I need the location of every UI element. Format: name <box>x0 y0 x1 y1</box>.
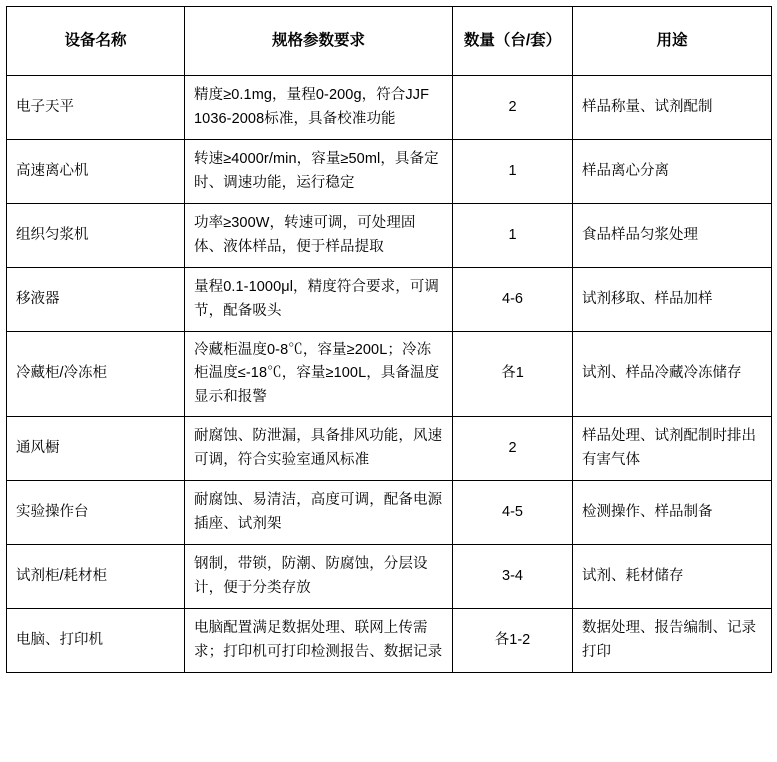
cell-use: 样品称量、试剂配制 <box>573 76 772 140</box>
cell-use: 样品处理、试剂配制时排出有害气体 <box>573 417 772 481</box>
cell-use: 试剂、耗材储存 <box>573 545 772 609</box>
cell-name: 实验操作台 <box>7 481 185 545</box>
cell-qty: 2 <box>453 417 573 481</box>
cell-spec: 耐腐蚀、防泄漏，具备排风功能，风速可调，符合实验室通风标准 <box>185 417 453 481</box>
table-row <box>7 332 772 417</box>
cell-spec: 冷藏柜温度0-8℃，容量≥200L；冷冻柜温度≤-18℃，容量≥100L，具备温度显示和报警 <box>185 332 453 417</box>
cell-name: 组织匀浆机 <box>7 204 185 268</box>
cell-use: 样品离心分离 <box>573 140 772 204</box>
cell-name: 电脑、打印机 <box>7 609 185 673</box>
cell-name: 电子天平 <box>7 76 185 140</box>
cell-spec: 功率≥300W，转速可调，可处理固体、液体样品，便于样品提取 <box>185 204 453 268</box>
table-row <box>7 481 772 545</box>
cell-spec: 钢制，带锁，防潮、防腐蚀，分层设计，便于分类存放 <box>185 545 453 609</box>
cell-use: 食品样品匀浆处理 <box>573 204 772 268</box>
cell-name: 通风橱 <box>7 417 185 481</box>
cell-qty: 4-6 <box>453 268 573 332</box>
cell-qty: 1 <box>453 204 573 268</box>
cell-spec: 转速≥4000r/min，容量≥50ml，具备定时、调速功能，运行稳定 <box>185 140 453 204</box>
table-header <box>7 7 772 76</box>
equipment-table <box>6 6 772 673</box>
cell-qty: 1 <box>453 140 573 204</box>
table-row <box>7 545 772 609</box>
table-body <box>7 76 772 673</box>
cell-spec: 电脑配置满足数据处理、联网上传需求；打印机可打印检测报告、数据记录 <box>185 609 453 673</box>
column-header-use: 用途 <box>573 7 772 76</box>
table-row <box>7 609 772 673</box>
cell-qty: 3-4 <box>453 545 573 609</box>
table-row <box>7 204 772 268</box>
column-header-spec: 规格参数要求 <box>185 7 453 76</box>
cell-qty: 各1-2 <box>453 609 573 673</box>
cell-spec: 量程0.1-1000μl，精度符合要求，可调节，配备吸头 <box>185 268 453 332</box>
column-header-qty: 数量（台/套） <box>453 7 573 76</box>
cell-name: 试剂柜/耗材柜 <box>7 545 185 609</box>
cell-use: 数据处理、报告编制、记录打印 <box>573 609 772 673</box>
cell-qty: 各1 <box>453 332 573 417</box>
cell-qty: 2 <box>453 76 573 140</box>
cell-spec: 精度≥0.1mg，量程0-200g，符合JJF 1036-2008标准，具备校准功能 <box>185 76 453 140</box>
cell-use: 试剂移取、样品加样 <box>573 268 772 332</box>
table-row <box>7 268 772 332</box>
table-row <box>7 140 772 204</box>
cell-use: 试剂、样品冷藏冷冻储存 <box>573 332 772 417</box>
table-header-row <box>7 7 772 76</box>
table-row <box>7 76 772 140</box>
cell-name: 冷藏柜/冷冻柜 <box>7 332 185 417</box>
cell-name: 高速离心机 <box>7 140 185 204</box>
cell-spec: 耐腐蚀、易清洁，高度可调，配备电源插座、试剂架 <box>185 481 453 545</box>
cell-qty: 4-5 <box>453 481 573 545</box>
table-row <box>7 417 772 481</box>
cell-name: 移液器 <box>7 268 185 332</box>
column-header-name: 设备名称 <box>7 7 185 76</box>
cell-use: 检测操作、样品制备 <box>573 481 772 545</box>
